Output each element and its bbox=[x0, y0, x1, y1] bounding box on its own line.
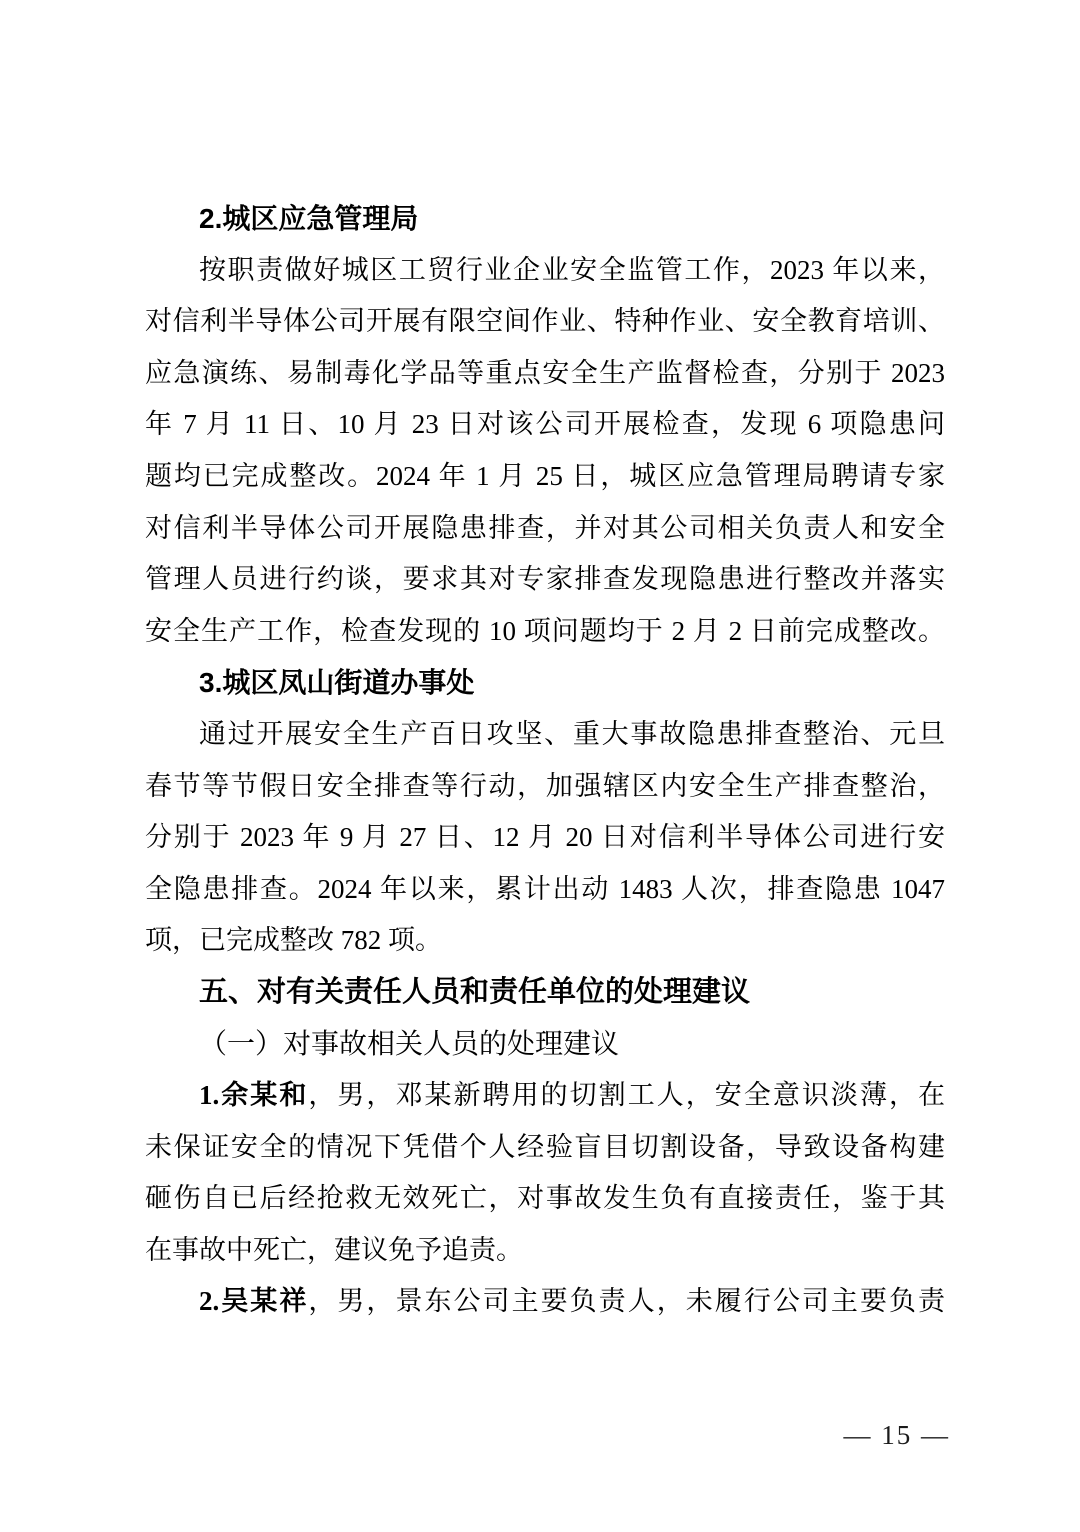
text-run: 在事故中死亡，建议免予追责。 bbox=[145, 1234, 523, 1265]
text-line bbox=[145, 915, 945, 967]
text-line bbox=[145, 348, 945, 400]
page-footer bbox=[844, 1415, 951, 1455]
bold-text-run: 2.城区应急管理局 bbox=[199, 203, 419, 234]
text-line bbox=[145, 245, 945, 297]
text-line bbox=[145, 1019, 945, 1071]
text-line bbox=[145, 451, 945, 503]
text-run: 管理人员进行约谈，要求其对专家排查发现隐患进行整改并落实 bbox=[145, 564, 945, 595]
text-run: 安全生产工作，检查发现的 10 项问题均于 2 月 2 日前完成整改。 bbox=[145, 615, 945, 646]
text-run: 春节等节假日安全排查等行动，加强辖区内安全生产排查整治， bbox=[145, 770, 945, 801]
text-run: 对信利半导体公司开展有限空间作业、特种作业、安全教育培训、 bbox=[145, 306, 945, 337]
text-line bbox=[145, 864, 945, 916]
bold-text-run: 2.吴某祥 bbox=[199, 1286, 309, 1317]
text-run: 分别于 2023 年 9 月 27 日、12 月 20 日对信利半导体公司进行安 bbox=[145, 822, 945, 853]
text-run: 未保证安全的情况下凭借个人经验盲目切割设备，导致设备构建 bbox=[145, 1131, 945, 1162]
text-run: 项，已完成整改 782 项。 bbox=[145, 925, 442, 956]
text-line bbox=[145, 761, 945, 813]
text-run: 应急演练、易制毒化学品等重点安全生产监督检查，分别于 2023 bbox=[145, 357, 945, 388]
text-line bbox=[145, 1122, 945, 1174]
text-line bbox=[145, 554, 945, 606]
text-line bbox=[145, 193, 945, 245]
text-line bbox=[145, 1173, 945, 1225]
text-line bbox=[145, 606, 945, 658]
document-body bbox=[145, 193, 945, 1328]
page-number: — 15 — bbox=[843, 1420, 950, 1450]
text-line bbox=[145, 503, 945, 555]
text-run: 对信利半导体公司开展隐患排查，并对其公司相关负责人和安全 bbox=[145, 512, 945, 543]
text-run: （一）对事故相关人员的处理建议 bbox=[199, 1028, 620, 1060]
text-line bbox=[145, 967, 945, 1019]
text-line bbox=[145, 1070, 945, 1122]
text-run: 年 7 月 11 日、10 月 23 日对该公司开展检查，发现 6 项隐患问 bbox=[145, 409, 945, 440]
bold-text-run: 五、对有关责任人员和责任单位的处理建议 bbox=[199, 975, 751, 1008]
text-run: ，男，景东公司主要负责人，未履行公司主要负责 bbox=[308, 1286, 946, 1317]
text-line bbox=[145, 709, 945, 761]
text-line bbox=[145, 1225, 945, 1277]
text-run: 题均已完成整改。2024 年 1 月 25 日，城区应急管理局聘请专家 bbox=[145, 460, 945, 491]
text-run: ，男，邓某新聘用的切割工人，安全意识淡薄，在 bbox=[308, 1080, 946, 1111]
text-line bbox=[145, 657, 945, 709]
bold-text-run: 3.城区凤山街道办事处 bbox=[199, 667, 475, 699]
text-run: 全隐患排查。2024 年以来，累计出动 1483 人次，排查隐患 1047 bbox=[145, 873, 945, 904]
text-line bbox=[145, 296, 945, 348]
text-line bbox=[145, 399, 945, 451]
text-run: 按职责做好城区工贸行业企业安全监管工作，2023 年以来， bbox=[199, 254, 945, 285]
text-run: 砸伤自已后经抢救无效死亡，对事故发生负有直接责任，鉴于其 bbox=[145, 1183, 945, 1214]
text-line bbox=[145, 812, 945, 864]
text-run: 通过开展安全生产百日攻坚、重大事故隐患排查整治、元旦 bbox=[199, 718, 945, 749]
bold-text-run: 1.余某和 bbox=[199, 1080, 309, 1111]
text-line bbox=[145, 1276, 945, 1328]
